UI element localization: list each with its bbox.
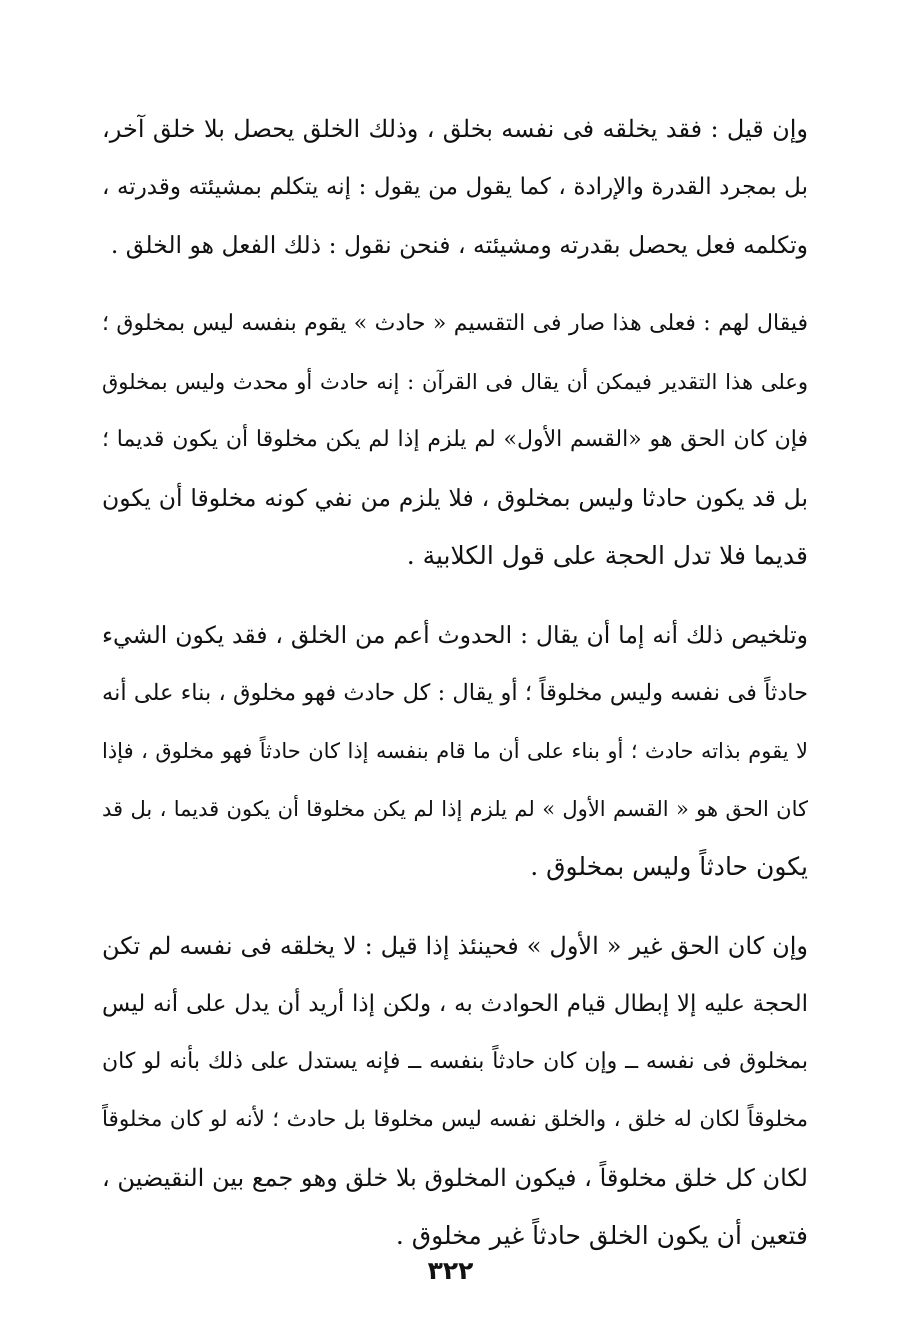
text-line: وتكلمه فعل يحصل بقدرته ومشيئته ، فنحن نقول : ذلك الفعل هو الخلق .: [110, 231, 808, 259]
paragraph-1: [102, 100, 808, 274]
text-line: فيقال لهم : فعلى هذا صار فى التقسيم « حادث » يقوم بنفسه ليس بمخلوق ؛: [102, 311, 808, 336]
text-line: وإن كان الحق غير « الأول » فحينئذ إذا قيل : لا يخلقه فى نفسه لم تكن: [102, 932, 808, 960]
paragraph-4: [102, 917, 808, 1265]
text-line: وإن قيل : فقد يخلقه فى نفسه بخلق ، وذلك الخلق يحصل بلا خلق آخر،: [102, 115, 808, 143]
page-number: ٣٢٢: [427, 1256, 474, 1285]
text-line: فإن كان الحق هو «القسم الأول» لم يلزم إذا لم يكن مخلوقا أن يكون قديما ؛: [102, 427, 808, 452]
text-line: وتلخيص ذلك أنه إما أن يقال : الحدوث أعم من الخلق ، فقد يكون الشيء: [102, 621, 808, 649]
text-line: بل قد يكون حادثا وليس بمخلوق ، فلا يلزم من نفي كونه مخلوقا أن يكون: [102, 484, 808, 512]
text-line: لا يقوم بذاته حادث ؛ أو بناء على أن ما قام بنفسه إذا كان حادثاً فهو مخلوق ، فإذا: [102, 739, 808, 763]
text-line: كان الحق هو « القسم الأول » لم يلزم إذا لم يكن مخلوقا أن يكون قديما ، بل قد: [102, 797, 808, 821]
text-line: بل بمجرد القدرة والإرادة ، كما يقول من يقول : إنه يتكلم بمشيئته وقدرته ،: [102, 174, 808, 200]
text-line: بمخلوق فى نفسه ــ وإن كان حادثاً بنفسه ــ فإنه يستدل على ذلك بأنه لو كان: [102, 1049, 808, 1074]
text-line: حادثاً فى نفسه وليس مخلوقاً ؛ أو يقال : كل حادث فهو مخلوق ، بناء على أنه: [102, 680, 808, 706]
text-line: مخلوقاً لكان له خلق ، والخلق نفسه ليس مخلوقا بل حادث ؛ لأنه لو كان مخلوقاً: [102, 1107, 808, 1132]
text-line: فتعين أن يكون الخلق حادثاً غير مخلوق .: [395, 1221, 808, 1250]
paragraph-3: [102, 606, 808, 896]
paragraph-2: [102, 295, 808, 585]
text-line: لكان كل خلق مخلوقاً ، فيكون المخلوق بلا خلق وهو جمع بين النقيضين ،: [102, 1164, 808, 1192]
text-line: يكون حادثاً وليس بمخلوق .: [530, 852, 808, 881]
text-line: وعلى هذا التقدير فيمكن أن يقال فى القرآن : إنه حادث أو محدث وليس بمخلوق: [102, 370, 808, 394]
text-line: قديما فلا تدل الحجة على قول الكلابية .: [406, 541, 808, 570]
text-line: الحجة عليه إلا إبطال قيام الحوادث به ، ولكن إذا أريد أن يدل على أنه ليس: [102, 991, 808, 1017]
body-text: [102, 100, 808, 1286]
